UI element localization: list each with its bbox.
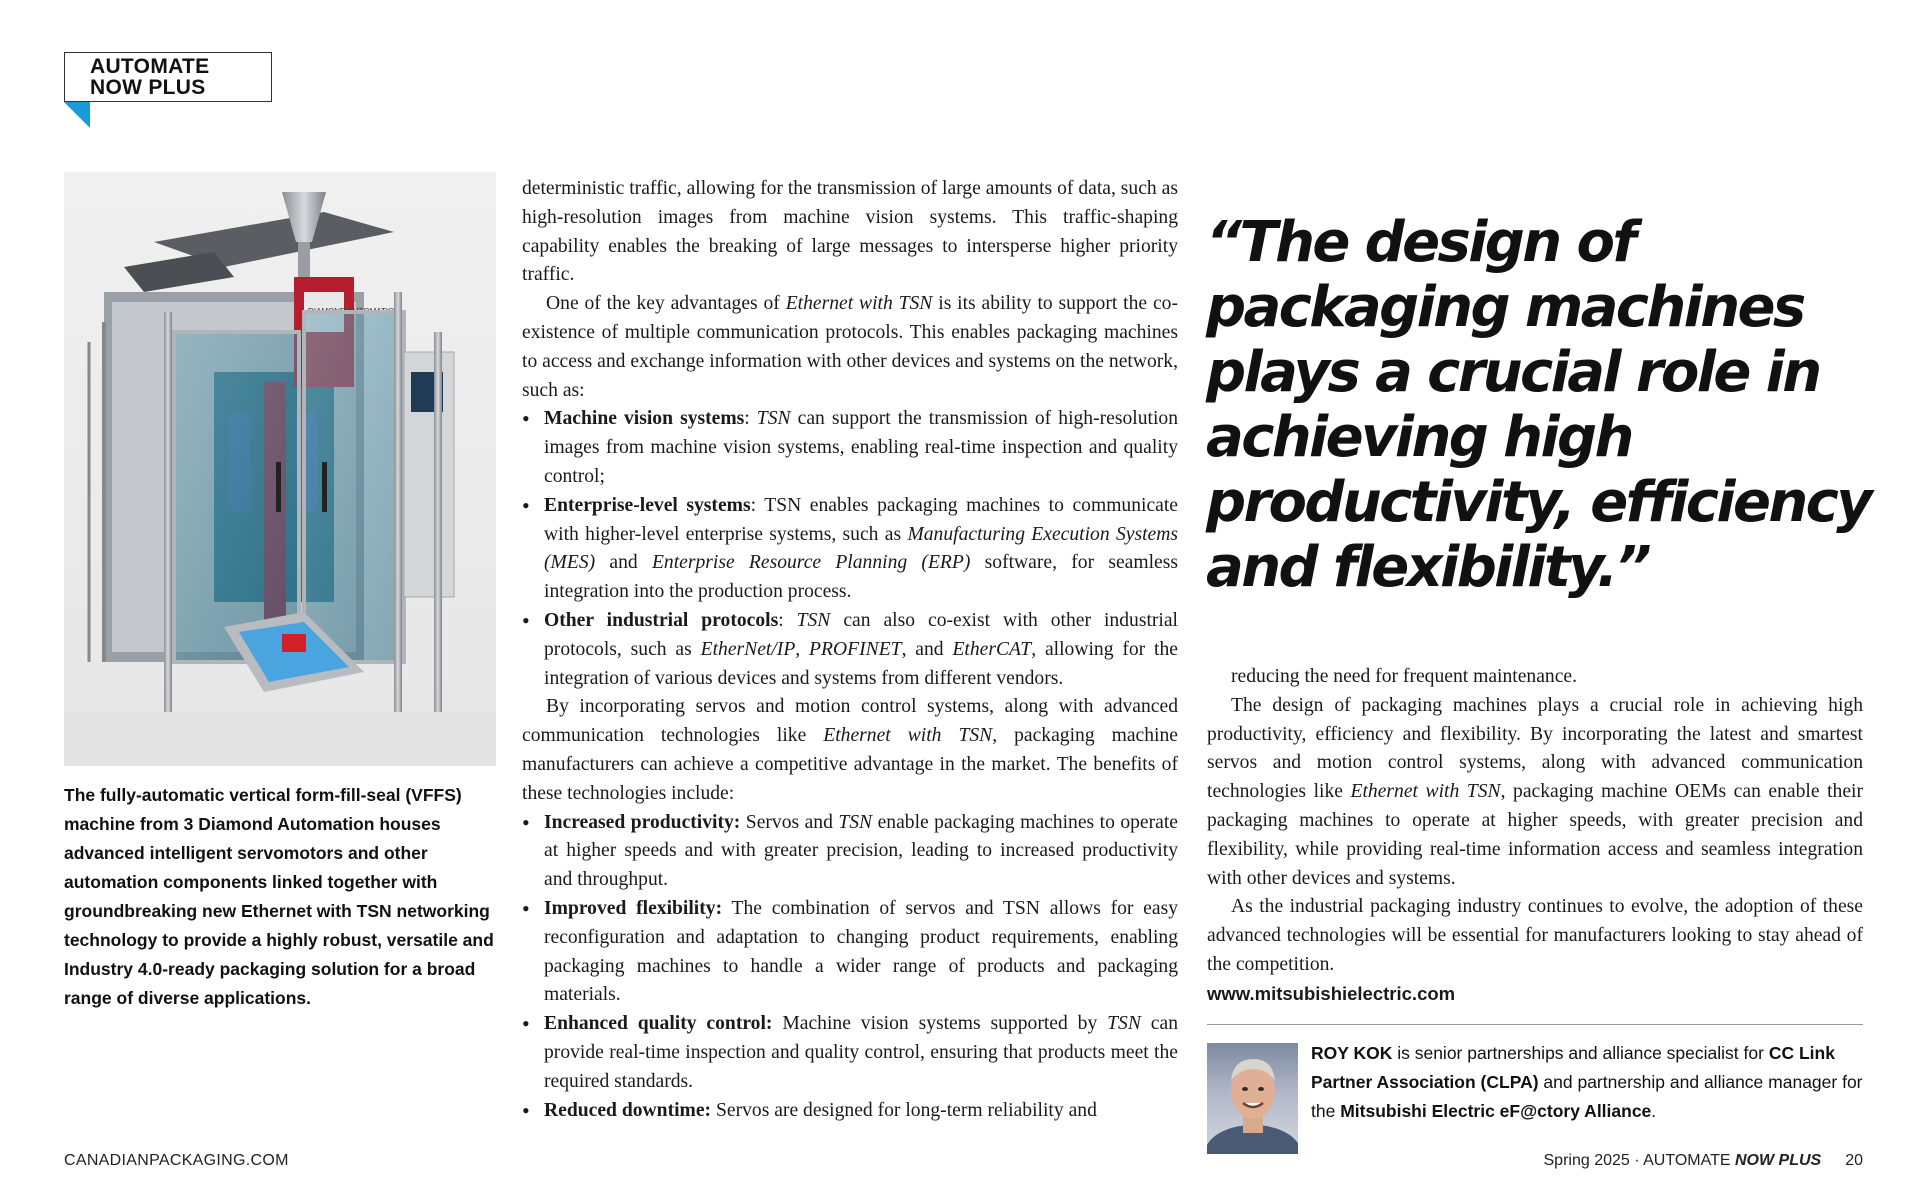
text-run: The combination of servos and TSN allows for easy reconfiguration and adaptation to changing product requirements, enabling packaging machines to handle a wider range of products and packaging materials.: [544, 897, 1178, 1006]
emphasis: Ethernet with TSN: [823, 725, 993, 747]
paragraph: reducing the need for frequent maintenance.: [1231, 666, 1577, 687]
text-run: : TSN enables packaging machines to communicate with higher-level enterprise systems, such as: [544, 494, 1178, 545]
figure-caption: The fully-automatic vertical form-fill-seal (VFFS) machine from 3 Diamond Automation houses advanced intelligent servomotors and other automation components linked together with groundbreaking new Ethernet with TSN networking technology to provide a highly robust, versatile and Industry 4.0-ready packaging solution for a broad range of diverse applications.: [64, 785, 494, 1008]
text-run: , allowing for the integration of various devices and systems from different vendors.: [544, 638, 1178, 689]
emphasis: TSN: [838, 811, 873, 833]
page-number: 20: [1845, 1152, 1863, 1169]
protocol-list: [522, 405, 1178, 693]
text-run: :: [778, 609, 797, 631]
text-run: can provide real-time inspection and quality control, ensuring that products meet the required standards.: [544, 1013, 1179, 1092]
list-item: [522, 405, 1178, 491]
emphasis: TSN: [756, 408, 791, 430]
badge-line-1: AUTOMATE: [90, 55, 210, 78]
emphasis: EtherNet/IP: [700, 638, 796, 660]
pull-quote: “The design of packaging machines plays a crucial role in achieving high productivity, efficiency and flexibility.”: [1206, 210, 1871, 600]
text-run: , packaging machine manufacturers can achieve a competitive advantage in the market. The benefits of these technologies include:: [522, 725, 1178, 804]
text-run: software, for seamless integration into the production process.: [544, 552, 1178, 603]
list-item: [522, 607, 1178, 693]
text-run: is senior partnerships and alliance specialist for: [1392, 1043, 1769, 1063]
list-item: [522, 895, 1178, 1010]
text-run: ,: [795, 638, 810, 660]
text-run: :: [744, 408, 757, 430]
badge-accent-tab: [64, 102, 90, 128]
emphasis: Ethernet with TSN: [1350, 781, 1501, 803]
emphasis: EtherCAT: [952, 638, 1032, 660]
emphasis: PROFINET: [809, 638, 902, 660]
text-run: enable packaging machines to operate at higher speeds and with greater precision, leading to increased productivity and throughput.: [544, 811, 1178, 891]
vffs-machine-image: [64, 172, 496, 766]
badge-text: [90, 56, 209, 98]
emphasis: Ethernet with TSN: [785, 293, 933, 315]
item-label: Reduced downtime:: [544, 1099, 712, 1121]
website-link[interactable]: www.mitsubishielectric.com: [1207, 982, 1456, 1004]
footer-website: CANADIANPACKAGING.COM: [64, 1152, 289, 1169]
text-run: One of the key advantages of: [546, 293, 786, 315]
organization-name: Mitsubishi Electric eF@ctory Alliance: [1340, 1101, 1652, 1121]
list-item: [522, 1097, 1178, 1126]
author-photo: [1207, 1043, 1298, 1154]
author-bio: [1311, 1039, 1871, 1126]
text-run: can support the transmission of high-resolution images from machine vision systems, enabling real-time inspection and quality control;: [544, 408, 1178, 487]
emphasis: TSN: [796, 609, 831, 631]
article-column-right: [1207, 663, 1863, 1009]
text-run: Machine vision systems supported by: [772, 1013, 1108, 1035]
text-run: , and: [901, 638, 953, 660]
text-run: By incorporating servos and motion control systems, along with advanced communication technologies like: [522, 696, 1178, 747]
item-label: Enterprise-level systems: [544, 494, 751, 516]
text-run: is its ability to support the co-existence of multiple communication protocols. This enables packaging machines to access and exchange information with other devices and systems on the network, such as:: [522, 293, 1178, 401]
organization-name: CC Link Partner Association (CLPA): [1311, 1043, 1835, 1092]
item-label: Enhanced quality control:: [544, 1013, 773, 1035]
emphasis: Manufacturing Execution Systems (MES): [544, 523, 1178, 574]
list-item: [522, 492, 1178, 607]
paragraph: [522, 693, 1178, 808]
text-run: can also co-exist with other industrial protocols, such as: [544, 609, 1178, 660]
list-item: [522, 809, 1178, 895]
item-label: Machine vision systems: [544, 408, 745, 430]
list-item: [522, 1010, 1178, 1096]
text-run: Servos and: [740, 811, 839, 833]
item-label: Increased productivity:: [544, 811, 741, 833]
text-run: and: [595, 552, 652, 574]
text-run: and partnership and alliance manager for the: [1311, 1072, 1863, 1121]
author-name: ROY KOK: [1311, 1043, 1393, 1063]
article-column-middle: [522, 175, 1178, 1125]
item-label: Improved flexibility:: [544, 897, 723, 919]
badge-line-2: NOW PLUS: [90, 76, 206, 99]
publication-brand: NOW PLUS: [1734, 1152, 1822, 1169]
benefits-list: [522, 809, 1178, 1126]
emphasis: Enterprise Resource Planning (ERP): [651, 552, 971, 574]
text-run: Servos are designed for long-term reliability and: [711, 1099, 1097, 1121]
footer-issue-info: [1544, 1152, 1864, 1170]
magazine-section-badge: [64, 52, 272, 102]
emphasis: TSN: [1107, 1013, 1141, 1035]
issue-season: Spring 2025 · AUTOMATE: [1543, 1152, 1735, 1169]
paragraph: [1207, 692, 1863, 894]
text-run: , packaging machine OEMs can enable their packaging machines to operate at higher speeds, with greater precision and flexibility, while providing real-time information access and seamless integration with other devices and systems.: [1207, 781, 1863, 889]
item-label: Other industrial protocols: [544, 609, 779, 631]
paragraph: As the industrial packaging industry continues to evolve, the adoption of these advanced technologies will be essential for manufacturers looking to stay ahead of the competition.: [1207, 896, 1863, 975]
text-run: The design of packaging machines plays a crucial role in achieving high productivity, efficiency and flexibility. By incorporating the latest and smartest servos and motion control systems, along with advanced communication technologies like: [1207, 694, 1863, 803]
text-run: .: [1651, 1101, 1657, 1121]
divider: [1207, 1024, 1863, 1025]
paragraph: [522, 290, 1178, 405]
paragraph: deterministic traffic, allowing for the transmission of large amounts of data, such as high-resolution images from machine vision systems. This traffic-shaping capability enables the breaking of large messages to intersperse higher priority traffic.: [522, 178, 1178, 286]
